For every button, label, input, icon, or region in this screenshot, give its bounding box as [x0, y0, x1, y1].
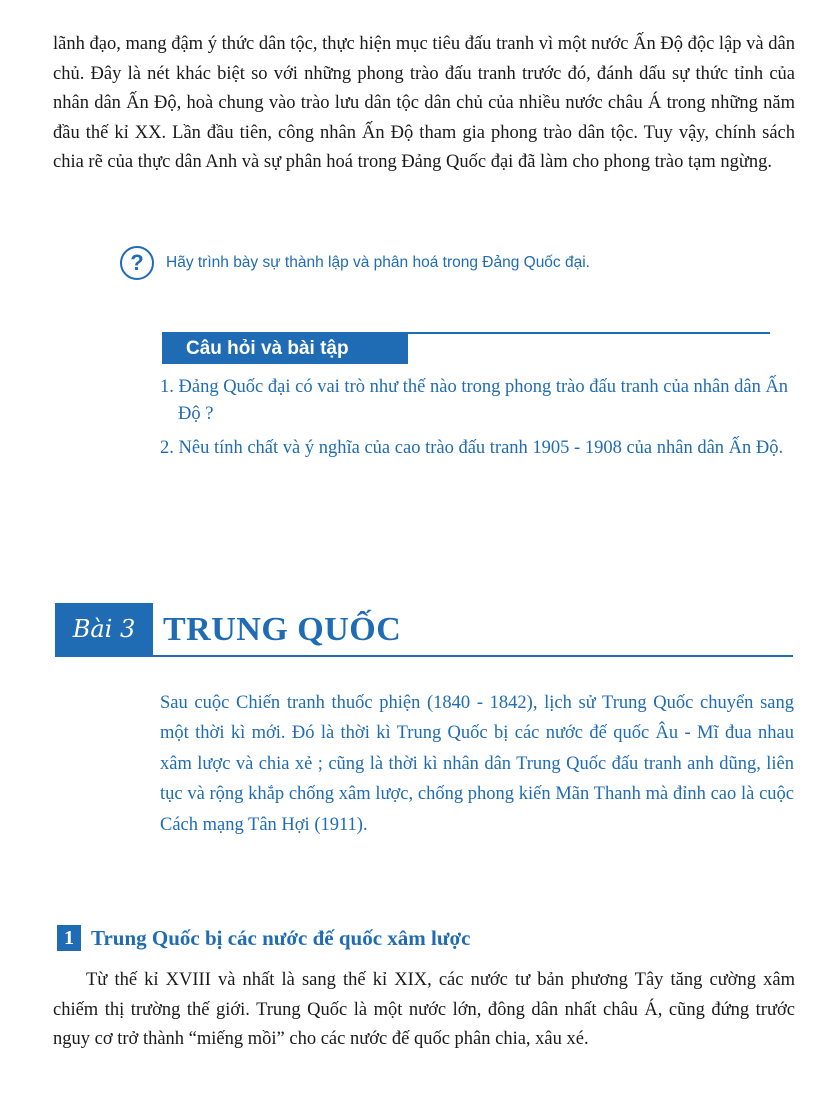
question-row [120, 246, 590, 280]
section-number: 1 [57, 925, 81, 951]
section-heading [57, 925, 470, 951]
top-paragraph: lãnh đạo, mang đậm ý thức dân tộc, thực hiện mục tiêu đấu tranh vì một nước Ấn Độ độc lập và dân chủ. Đây là nét khác biệt so với những phong trào đấu tranh trước đó, đánh dấu sự thức tỉnh của nhân dân Ấn Độ, hoà chung vào trào lưu dân tộc dân chủ của nhiều nước châu Á trong những năm đầu thế kỉ XX. Lần đầu tiên, công nhân Ấn Độ tham gia phong trào dân tộc. Tuy vậy, chính sách chia rẽ của thực dân Anh và sự phân hoá trong Đảng Quốc đại đã làm cho phong trào tạm ngừng. [53, 34, 795, 173]
exercise-item: 2. Nêu tính chất và ý nghĩa của cao trào đấu tranh 1905 - 1908 của nhân dân Ấn Độ. [160, 438, 784, 458]
lesson-badge: Bài 3 [55, 603, 153, 655]
lesson-header [55, 603, 793, 657]
section-title: Trung Quốc bị các nước đế quốc xâm lược [91, 925, 471, 950]
exercises-list [160, 374, 795, 469]
lesson-title: TRUNG QUỐC [163, 611, 402, 648]
lesson-intro: Sau cuộc Chiến tranh thuốc phiện (1840 - 1842), lịch sử Trung Quốc chuyển sang một thời kì mới. Đó là thời kì Trung Quốc bị các nước đế quốc Âu - Mĩ đua nhau xâm lược và chia xẻ ; cũng là thời kì nhân dân Trung Quốc đấu tranh anh dũng, liên tục và rộng khắp chống xâm lược, chống phong kiến Mãn Thanh mà đỉnh cao là cuộc Cách mạng Tân Hợi (1911). [160, 693, 794, 835]
question-text: Hãy trình bày sự thành lập và phân hoá trong Đảng Quốc đại. [166, 254, 590, 271]
exercise-item: 1. Đảng Quốc đại có vai trò như thế nào trong phong trào đấu tranh của nhân dân Ấn Độ ? [160, 377, 789, 424]
section-body: Từ thế kỉ XVIII và nhất là sang thế kỉ XIX, các nước tư bản phương Tây tăng cường xâm chiếm thị trường thế giới. Trung Quốc là một nước lớn, đông dân nhất châu Á, cũng đứng trước nguy cơ trở thành “miếng mồi” cho các nước đế quốc phân chia, xâu xé. [53, 970, 795, 1050]
exercises-title: Câu hỏi và bài tập [162, 334, 408, 364]
lesson-rule [55, 655, 793, 657]
question-mark-icon: ? [120, 246, 154, 280]
